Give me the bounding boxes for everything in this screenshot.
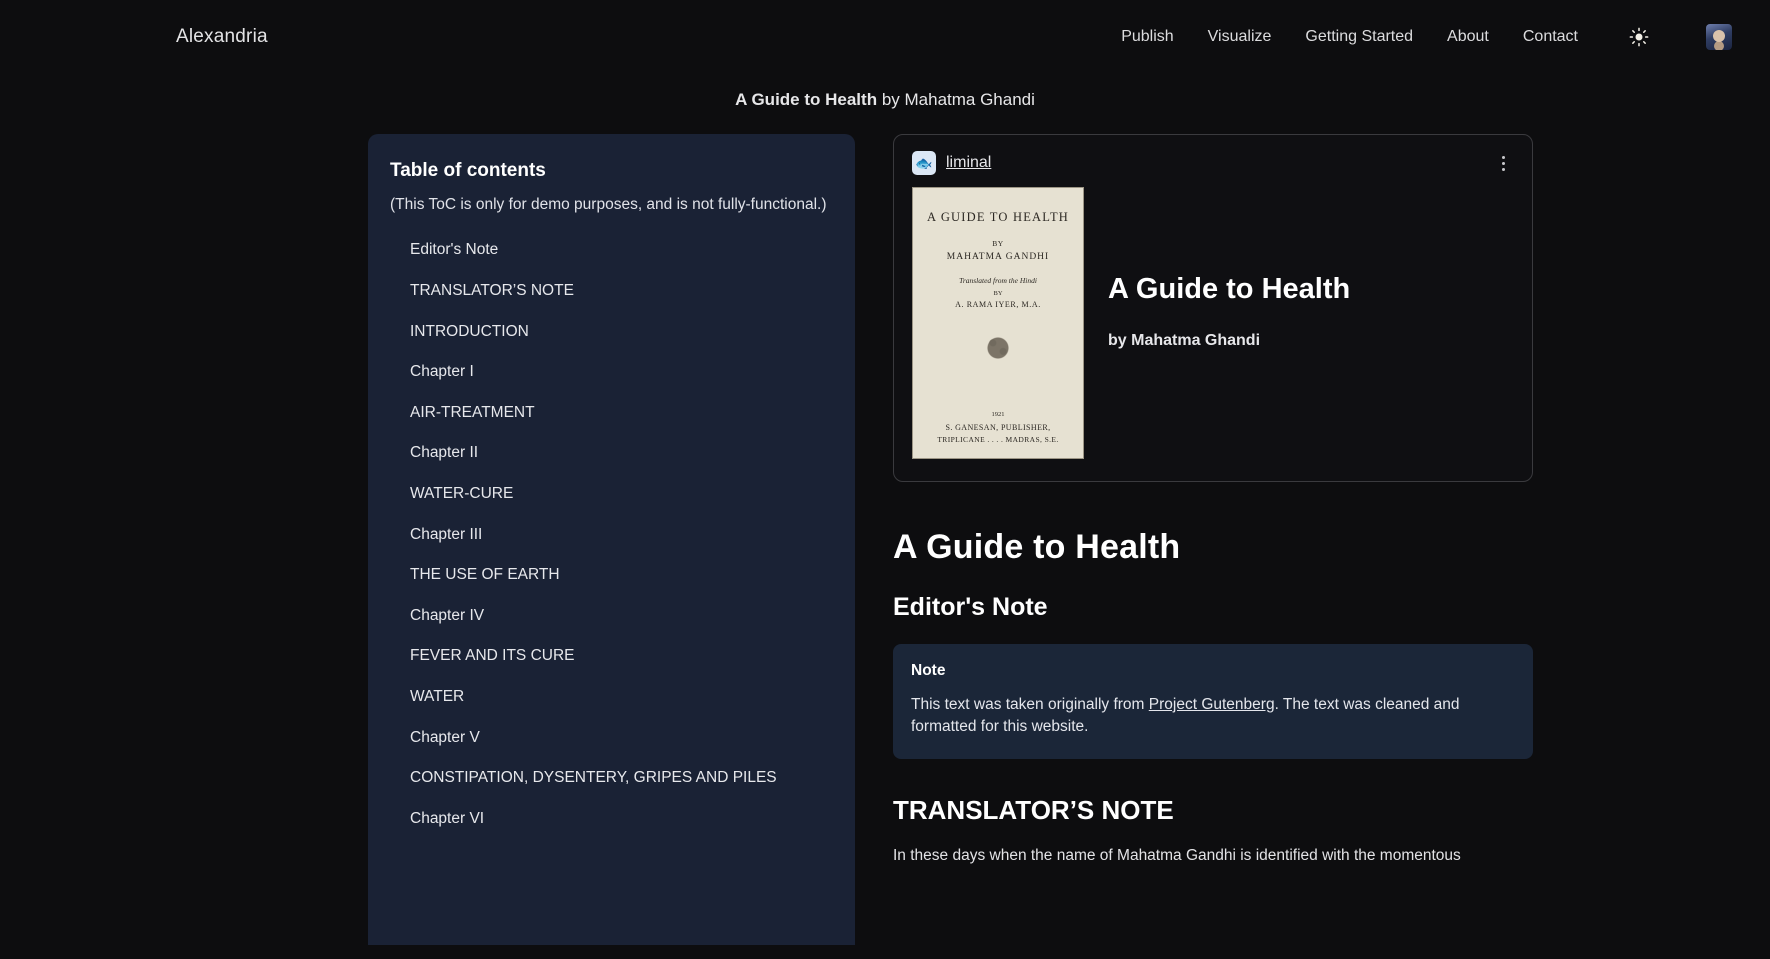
project-gutenberg-link[interactable]: Project Gutenberg (1148, 696, 1275, 713)
toc-item-fever-and-its-cure[interactable]: FEVER AND ITS CURE (410, 647, 575, 665)
toc-item-chapter-i[interactable]: Chapter I (410, 363, 474, 381)
cover-translated-note: Translated from the Hindi (959, 276, 1037, 285)
book-meta (1108, 187, 1350, 350)
list-item (368, 230, 855, 271)
page-title-author: by Mahatma Ghandi (877, 90, 1035, 109)
book-card-header (912, 151, 1514, 175)
list-item (368, 433, 855, 474)
list-item (368, 352, 855, 393)
book-card-body (912, 187, 1514, 459)
list-item (368, 677, 855, 718)
nav-link-about[interactable]: About (1447, 28, 1489, 45)
toc-title: Table of contents (390, 160, 546, 181)
nav-link-visualize[interactable]: Visualize (1207, 28, 1272, 45)
note-text-after: . The text was cleaned and formatted for this website. (911, 696, 1460, 736)
list-item (368, 718, 855, 759)
cover-title: A GUIDE TO HEALTH (926, 210, 1070, 224)
note-text (911, 694, 1515, 739)
list-item (368, 555, 855, 596)
page-title-book: A Guide to Health (735, 90, 878, 109)
sun-icon[interactable] (1626, 24, 1652, 50)
toc-item-water-cure[interactable]: WATER-CURE (410, 485, 514, 503)
section-heading-editors-note: Editor's Note (893, 593, 1048, 621)
liminal-fish-icon (912, 151, 936, 175)
list-item (368, 596, 855, 637)
cover-year: 1921 (991, 411, 1005, 418)
toc-item-translators-note[interactable]: TRANSLATOR’S NOTE (410, 282, 574, 300)
cover-author: MAHATMA GANDHI (946, 252, 1050, 262)
note-callout (893, 644, 1533, 759)
liminal-source-link[interactable]: liminal (946, 154, 992, 171)
avatar[interactable] (1706, 24, 1732, 50)
toc-item-water[interactable]: WATER (410, 688, 465, 705)
note-text-before: This text was taken originally from (911, 696, 1149, 713)
book-meta-title: A Guide to Health (1108, 273, 1351, 305)
list-item (368, 271, 855, 312)
list-item (368, 474, 855, 515)
fish-glyph: 🐟 (915, 155, 933, 171)
main-layout (0, 116, 1770, 945)
toc-list (368, 230, 855, 839)
list-item (368, 799, 855, 840)
cover-publisher-address: TRIPLICANE . . . . MADRAS, S.E. (937, 435, 1059, 444)
nav-links (1121, 24, 1732, 50)
toc-item-chapter-iv[interactable]: Chapter IV (410, 606, 485, 624)
list-item (368, 515, 855, 556)
top-navbar (0, 0, 1770, 74)
toc-item-air-treatment[interactable]: AIR-TREATMENT (410, 403, 535, 421)
section-heading-translators-note: TRANSLATOR’S NOTE (893, 794, 1174, 825)
cover-by: BY (992, 239, 1004, 248)
list-item (368, 312, 855, 353)
book-preview-card (893, 134, 1533, 482)
reader-column (893, 134, 1533, 945)
toc-item-chapter-v[interactable]: Chapter V (410, 728, 480, 746)
toc-item-introduction[interactable]: INTRODUCTION (410, 322, 529, 340)
toc-item-editors-note[interactable]: Editor's Note (410, 241, 499, 259)
brand-logo[interactable]: Alexandria (176, 26, 268, 47)
nav-link-contact[interactable]: Contact (1522, 28, 1578, 45)
toc-subtitle: (This ToC is only for demo purposes, and is not fully-functional.) (390, 196, 827, 213)
book-meta-author: by Mahatma Ghandi (1108, 332, 1261, 350)
list-item (368, 636, 855, 677)
toc-item-chapter-iii[interactable]: Chapter III (410, 525, 483, 543)
toc-item-chapter-ii[interactable]: Chapter II (410, 444, 479, 462)
book-cover-image (912, 187, 1084, 459)
toc-item-the-use-of-earth[interactable]: THE USE OF EARTH (410, 566, 560, 584)
kebab-menu-icon[interactable] (1492, 152, 1514, 174)
cover-by-2: BY (993, 290, 1003, 297)
cover-publisher: S. GANESAN, PUBLISHER, (945, 423, 1051, 432)
note-label: Note (911, 662, 946, 679)
cover-ornament-icon (981, 331, 1015, 365)
cover-translator: A. RAMA IYER, M.A. (955, 300, 1041, 309)
list-item (368, 758, 855, 799)
document-title: A Guide to Health (893, 528, 1181, 566)
table-of-contents (368, 134, 855, 945)
body-paragraph: In these days when the name of Mahatma Gandhi is identified with the momentous (893, 846, 1461, 864)
toc-item-chapter-vi[interactable]: Chapter VI (410, 809, 485, 827)
page-title (0, 74, 1770, 116)
list-item (368, 393, 855, 434)
nav-link-publish[interactable]: Publish (1121, 28, 1174, 45)
nav-link-getting-started[interactable]: Getting Started (1305, 28, 1414, 45)
toc-item-constipation[interactable]: CONSTIPATION, DYSENTERY, GRIPES AND PILES (410, 769, 777, 787)
